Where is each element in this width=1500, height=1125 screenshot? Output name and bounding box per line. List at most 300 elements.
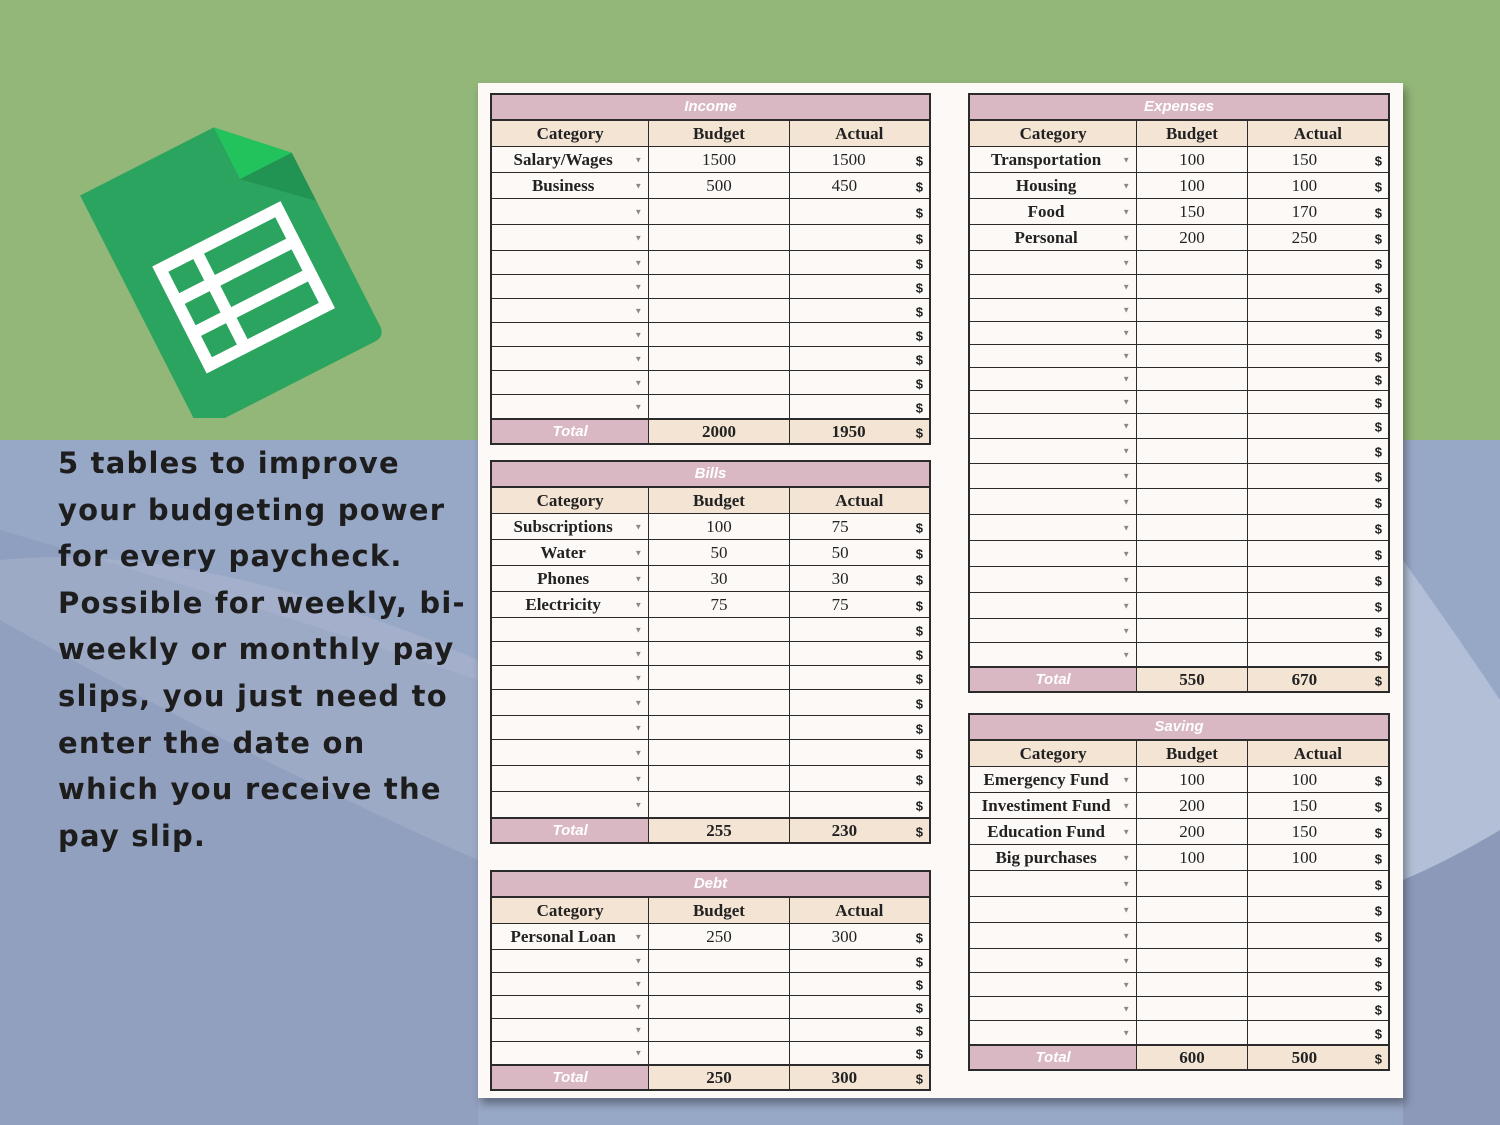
actual-cell[interactable] — [1248, 225, 1388, 250]
dropdown-arrow-icon[interactable]: ▼ — [1122, 879, 1131, 888]
dropdown-arrow-icon[interactable]: ▼ — [634, 723, 643, 732]
budget-cell[interactable] — [649, 566, 789, 591]
dropdown-arrow-icon[interactable]: ▼ — [634, 748, 643, 757]
category-cell[interactable] — [970, 997, 1137, 1020]
actual-cell[interactable] — [1248, 464, 1388, 488]
budget-cell[interactable] — [649, 371, 789, 394]
actual-cell[interactable] — [790, 1042, 929, 1064]
dropdown-arrow-icon[interactable]: ▼ — [634, 774, 643, 783]
category-cell[interactable] — [970, 897, 1137, 922]
category-cell[interactable] — [492, 996, 649, 1018]
dropdown-arrow-icon[interactable]: ▼ — [1122, 351, 1131, 361]
actual-cell[interactable] — [1248, 251, 1388, 274]
dropdown-arrow-icon[interactable]: ▼ — [634, 673, 643, 682]
budget-cell[interactable] — [1137, 619, 1247, 642]
category-cell[interactable] — [492, 716, 649, 739]
dropdown-arrow-icon[interactable]: ▼ — [1122, 775, 1131, 784]
currency-symbol: $ — [915, 798, 923, 814]
table-row — [492, 173, 929, 199]
actual-cell[interactable] — [790, 973, 929, 995]
budget-cell[interactable] — [649, 147, 789, 172]
budget-cell[interactable] — [649, 299, 789, 322]
dropdown-arrow-icon[interactable]: ▼ — [1122, 827, 1131, 836]
actual-cell[interactable] — [1248, 368, 1388, 390]
dropdown-arrow-icon[interactable]: ▼ — [1122, 282, 1131, 291]
dropdown-arrow-icon[interactable]: ▼ — [634, 979, 643, 989]
dropdown-arrow-icon[interactable]: ▼ — [1122, 1004, 1131, 1013]
category-cell[interactable] — [492, 592, 649, 617]
dropdown-arrow-icon[interactable]: ▼ — [1122, 421, 1131, 431]
budget-cell[interactable] — [649, 642, 789, 665]
category-cell[interactable] — [492, 347, 649, 370]
category-cell[interactable] — [492, 618, 649, 641]
category-cell[interactable] — [492, 666, 649, 689]
table-row — [970, 345, 1388, 368]
currency-symbol: $ — [1374, 1051, 1382, 1067]
category-cell[interactable] — [970, 923, 1137, 948]
dropdown-arrow-icon[interactable]: ▼ — [634, 233, 643, 242]
budget-cell[interactable] — [649, 225, 789, 250]
budget-cell[interactable] — [1137, 414, 1247, 438]
category-cell[interactable] — [970, 345, 1137, 367]
currency-symbol: $ — [915, 1023, 923, 1039]
dropdown-arrow-icon[interactable]: ▼ — [1122, 471, 1131, 481]
category-cell[interactable] — [970, 322, 1137, 344]
column-header-category: Category — [492, 898, 649, 923]
dropdown-arrow-icon[interactable]: ▼ — [634, 800, 643, 809]
actual-cell[interactable] — [1248, 567, 1388, 592]
actual-cell[interactable] — [790, 618, 929, 641]
dropdown-arrow-icon[interactable]: ▼ — [1122, 931, 1131, 940]
category-cell[interactable] — [970, 275, 1137, 298]
budget-cell[interactable] — [1137, 593, 1247, 618]
actual-cell[interactable] — [790, 716, 929, 739]
budget-cell[interactable] — [1137, 368, 1247, 390]
dropdown-arrow-icon[interactable]: ▼ — [634, 181, 643, 190]
table-row — [970, 949, 1388, 973]
category-cell[interactable] — [970, 299, 1137, 321]
budget-cell[interactable] — [1137, 897, 1247, 922]
actual-cell[interactable] — [790, 950, 929, 972]
actual-cell[interactable] — [790, 642, 929, 665]
actual-cell[interactable] — [1248, 643, 1388, 666]
dropdown-arrow-icon[interactable]: ▼ — [1122, 601, 1131, 610]
budget-cell[interactable] — [1137, 464, 1247, 488]
budget-cell[interactable] — [1137, 973, 1247, 996]
actual-cell[interactable] — [1248, 767, 1388, 792]
actual-cell[interactable] — [1248, 1021, 1388, 1044]
budget-cell[interactable] — [1137, 541, 1247, 566]
category-cell[interactable] — [970, 845, 1137, 870]
actual-cell[interactable] — [1248, 489, 1388, 514]
budget-cell[interactable] — [1137, 871, 1247, 896]
actual-cell[interactable] — [790, 592, 929, 617]
category-cell[interactable] — [970, 173, 1137, 198]
column-header-budget: Budget — [649, 898, 789, 923]
budget-cell[interactable] — [649, 199, 789, 224]
dropdown-arrow-icon[interactable]: ▼ — [634, 698, 643, 707]
actual-cell[interactable] — [790, 540, 929, 565]
category-cell[interactable] — [970, 541, 1137, 566]
category-cell[interactable] — [970, 949, 1137, 972]
budget-cell[interactable] — [1137, 173, 1247, 198]
budget-cell[interactable] — [649, 514, 789, 539]
actual-cell[interactable] — [1248, 997, 1388, 1020]
category-cell[interactable] — [492, 540, 649, 565]
total-actual-value: 1950 — [831, 421, 866, 441]
dropdown-arrow-icon[interactable]: ▼ — [634, 306, 643, 315]
table-row — [492, 514, 929, 540]
dropdown-arrow-icon[interactable]: ▼ — [1122, 258, 1131, 267]
category-cell[interactable] — [970, 619, 1137, 642]
actual-value: 100 — [1291, 769, 1318, 789]
category-cell[interactable] — [492, 173, 649, 198]
table-title: Saving — [970, 715, 1388, 741]
dropdown-arrow-icon[interactable]: ▼ — [634, 378, 643, 387]
actual-cell[interactable] — [790, 792, 929, 817]
category-cell[interactable] — [970, 515, 1137, 540]
category-cell[interactable] — [970, 199, 1137, 224]
dropdown-arrow-icon[interactable]: ▼ — [1122, 1028, 1131, 1037]
budget-cell[interactable] — [1137, 793, 1247, 818]
currency-symbol: $ — [1374, 280, 1382, 296]
category-cell[interactable] — [970, 464, 1137, 488]
category-cell[interactable] — [492, 395, 649, 418]
category-cell[interactable] — [970, 489, 1137, 514]
category-cell[interactable] — [492, 147, 649, 172]
budget-cell[interactable] — [649, 996, 789, 1018]
budget-cell[interactable] — [1137, 515, 1247, 540]
budget-cell[interactable] — [1137, 439, 1247, 463]
table-row — [970, 414, 1388, 439]
actual-cell[interactable] — [1248, 845, 1388, 870]
dropdown-arrow-icon[interactable]: ▼ — [634, 522, 643, 531]
actual-cell[interactable] — [790, 347, 929, 370]
budget-cell[interactable] — [1137, 275, 1247, 298]
table-row — [970, 368, 1388, 391]
budget-cell[interactable] — [649, 173, 789, 198]
budget-cell[interactable] — [1137, 567, 1247, 592]
currency-symbol: $ — [1374, 978, 1382, 994]
dropdown-arrow-icon[interactable]: ▼ — [1122, 207, 1131, 216]
income-table — [490, 93, 931, 445]
dropdown-arrow-icon[interactable]: ▼ — [634, 207, 643, 216]
actual-cell[interactable] — [790, 766, 929, 791]
dropdown-arrow-icon[interactable]: ▼ — [1122, 956, 1131, 965]
category-cell[interactable] — [970, 819, 1137, 844]
category-cell[interactable] — [970, 567, 1137, 592]
actual-cell[interactable] — [1248, 793, 1388, 818]
table-row — [970, 464, 1388, 489]
actual-cell[interactable] — [1248, 923, 1388, 948]
category-cell[interactable] — [492, 514, 649, 539]
currency-symbol: $ — [915, 231, 923, 247]
budget-cell[interactable] — [1137, 147, 1247, 172]
category-cell[interactable] — [492, 323, 649, 346]
actual-cell[interactable] — [1248, 414, 1388, 438]
budget-cell[interactable] — [1137, 345, 1247, 367]
dropdown-arrow-icon[interactable]: ▼ — [1122, 549, 1131, 558]
actual-cell[interactable] — [790, 666, 929, 689]
budget-cell[interactable] — [1137, 199, 1247, 224]
budget-cell[interactable] — [649, 618, 789, 641]
category-cell[interactable] — [492, 275, 649, 298]
actual-cell[interactable] — [790, 924, 929, 949]
actual-cell[interactable] — [1248, 593, 1388, 618]
actual-cell[interactable] — [1248, 345, 1388, 367]
dropdown-arrow-icon[interactable]: ▼ — [1122, 446, 1131, 456]
category-cell[interactable] — [970, 368, 1137, 390]
dropdown-arrow-icon[interactable]: ▼ — [634, 354, 643, 363]
dropdown-arrow-icon[interactable]: ▼ — [634, 548, 643, 557]
column-header-actual: Actual — [1248, 121, 1388, 146]
category-cell[interactable] — [492, 924, 649, 949]
table-row — [492, 740, 929, 766]
dropdown-arrow-icon[interactable]: ▼ — [634, 1025, 643, 1035]
table-row — [970, 767, 1388, 793]
currency-symbol: $ — [1374, 599, 1382, 615]
dropdown-arrow-icon[interactable]: ▼ — [1122, 801, 1131, 810]
currency-symbol: $ — [915, 746, 923, 762]
actual-cell[interactable] — [790, 514, 929, 539]
budget-cell[interactable] — [649, 275, 789, 298]
category-cell[interactable] — [970, 793, 1137, 818]
budget-cell[interactable] — [649, 792, 789, 817]
budget-cell[interactable] — [649, 950, 789, 972]
dropdown-arrow-icon[interactable]: ▼ — [634, 649, 643, 658]
budget-cell[interactable] — [1137, 845, 1247, 870]
column-header-actual: Actual — [1248, 741, 1388, 766]
budget-cell[interactable] — [649, 973, 789, 995]
category-cell[interactable] — [492, 1019, 649, 1041]
currency-symbol: $ — [915, 328, 923, 344]
actual-cell[interactable] — [790, 275, 929, 298]
actual-cell[interactable] — [1248, 619, 1388, 642]
category-cell[interactable] — [492, 566, 649, 591]
dropdown-arrow-icon[interactable]: ▼ — [634, 625, 643, 634]
budget-value: 50 — [710, 542, 728, 562]
actual-cell[interactable] — [790, 740, 929, 765]
actual-cell[interactable] — [1248, 871, 1388, 896]
table-row — [970, 871, 1388, 897]
actual-cell[interactable] — [790, 323, 929, 346]
category-cell[interactable] — [492, 225, 649, 250]
dropdown-arrow-icon[interactable]: ▼ — [1122, 650, 1131, 659]
header-row — [492, 898, 929, 924]
currency-symbol: $ — [1374, 929, 1382, 945]
budget-cell[interactable] — [649, 395, 789, 418]
total-actual-value: 230 — [831, 820, 858, 840]
budget-cell[interactable] — [1137, 299, 1247, 321]
actual-cell[interactable] — [790, 173, 929, 198]
budget-cell[interactable] — [649, 716, 789, 739]
actual-cell[interactable] — [1248, 299, 1388, 321]
category-cell[interactable] — [492, 766, 649, 791]
dropdown-arrow-icon[interactable]: ▼ — [1122, 626, 1131, 635]
category-cell[interactable] — [970, 147, 1137, 172]
dropdown-arrow-icon[interactable]: ▼ — [634, 574, 643, 583]
actual-cell[interactable] — [1248, 439, 1388, 463]
category-cell[interactable] — [492, 371, 649, 394]
total-actual-value: 500 — [1291, 1047, 1318, 1067]
budget-cell[interactable] — [649, 540, 789, 565]
category-cell[interactable] — [492, 973, 649, 995]
budget-cell[interactable] — [1137, 767, 1247, 792]
table-row — [970, 439, 1388, 464]
currency-symbol: $ — [915, 205, 923, 221]
dropdown-arrow-icon[interactable]: ▼ — [634, 932, 643, 941]
currency-symbol: $ — [915, 352, 923, 368]
currency-symbol: $ — [1374, 773, 1382, 789]
budget-cell[interactable] — [1137, 391, 1247, 413]
table-row — [970, 643, 1388, 667]
actual-cell[interactable] — [790, 395, 929, 418]
dropdown-arrow-icon[interactable]: ▼ — [634, 600, 643, 609]
actual-cell[interactable] — [790, 251, 929, 274]
category-cell[interactable] — [492, 690, 649, 715]
category-cell[interactable] — [970, 593, 1137, 618]
currency-symbol: $ — [915, 696, 923, 712]
budget-cell[interactable] — [1137, 949, 1247, 972]
actual-cell[interactable] — [1248, 819, 1388, 844]
total-budget: 250 — [649, 1066, 789, 1089]
dropdown-arrow-icon[interactable]: ▼ — [634, 282, 643, 291]
total-row — [970, 1045, 1388, 1069]
actual-cell[interactable] — [1248, 173, 1388, 198]
expenses-table — [968, 93, 1390, 693]
dropdown-arrow-icon[interactable]: ▼ — [634, 155, 643, 164]
budget-cell[interactable] — [1137, 643, 1247, 666]
actual-cell[interactable] — [790, 147, 929, 172]
budget-cell[interactable] — [1137, 997, 1247, 1020]
currency-symbol: $ — [915, 546, 923, 562]
category-cell[interactable] — [970, 391, 1137, 413]
actual-cell[interactable] — [790, 199, 929, 224]
dropdown-arrow-icon[interactable]: ▼ — [634, 330, 643, 339]
actual-cell[interactable] — [790, 996, 929, 1018]
total-row — [492, 818, 929, 842]
actual-cell[interactable] — [1248, 949, 1388, 972]
dropdown-arrow-icon[interactable]: ▼ — [634, 956, 643, 966]
category-label: Business — [531, 175, 595, 195]
table-row — [970, 619, 1388, 643]
actual-cell[interactable] — [1248, 515, 1388, 540]
currency-symbol: $ — [1374, 153, 1382, 169]
category-cell[interactable] — [492, 642, 649, 665]
table-title: Bills — [492, 462, 929, 488]
category-cell[interactable] — [492, 792, 649, 817]
currency-symbol: $ — [1374, 521, 1382, 537]
actual-cell[interactable] — [1248, 973, 1388, 996]
currency-symbol: $ — [915, 400, 923, 416]
actual-cell[interactable] — [1248, 322, 1388, 344]
actual-cell[interactable] — [790, 225, 929, 250]
actual-cell[interactable] — [1248, 897, 1388, 922]
dropdown-arrow-icon[interactable]: ▼ — [1122, 853, 1131, 862]
actual-cell[interactable] — [790, 371, 929, 394]
budget-cell[interactable] — [1137, 225, 1247, 250]
dropdown-arrow-icon[interactable]: ▼ — [1122, 233, 1131, 242]
actual-cell[interactable] — [1248, 147, 1388, 172]
budget-cell[interactable] — [649, 666, 789, 689]
category-cell[interactable] — [492, 251, 649, 274]
category-cell[interactable] — [970, 767, 1137, 792]
budget-cell[interactable] — [1137, 1021, 1247, 1044]
dropdown-arrow-icon[interactable]: ▼ — [1122, 497, 1131, 506]
dropdown-arrow-icon[interactable]: ▼ — [1122, 397, 1131, 407]
actual-cell[interactable] — [1248, 541, 1388, 566]
category-cell[interactable] — [970, 643, 1137, 666]
actual-cell[interactable] — [1248, 199, 1388, 224]
dropdown-arrow-icon[interactable]: ▼ — [1122, 305, 1131, 315]
actual-cell[interactable] — [1248, 275, 1388, 298]
category-cell[interactable] — [492, 299, 649, 322]
category-cell[interactable] — [970, 973, 1137, 996]
actual-cell[interactable] — [790, 1019, 929, 1041]
category-cell[interactable] — [970, 225, 1137, 250]
budget-cell[interactable] — [649, 924, 789, 949]
dropdown-arrow-icon[interactable]: ▼ — [634, 258, 643, 267]
dropdown-arrow-icon[interactable]: ▼ — [1122, 155, 1131, 164]
actual-cell[interactable] — [790, 566, 929, 591]
budget-cell[interactable] — [649, 690, 789, 715]
budget-cell[interactable] — [649, 1042, 789, 1064]
category-cell[interactable] — [492, 1042, 649, 1064]
budget-cell[interactable] — [1137, 819, 1247, 844]
actual-cell[interactable] — [790, 690, 929, 715]
category-cell[interactable] — [970, 871, 1137, 896]
budget-cell[interactable] — [1137, 923, 1247, 948]
table-row — [970, 997, 1388, 1021]
category-cell[interactable] — [492, 950, 649, 972]
dropdown-arrow-icon[interactable]: ▼ — [1122, 181, 1131, 190]
budget-cell[interactable] — [1137, 489, 1247, 514]
dropdown-arrow-icon[interactable]: ▼ — [1122, 575, 1131, 584]
budget-cell[interactable] — [1137, 322, 1247, 344]
dropdown-arrow-icon[interactable]: ▼ — [1122, 980, 1131, 989]
category-cell[interactable] — [492, 740, 649, 765]
dropdown-arrow-icon[interactable]: ▼ — [634, 1002, 643, 1012]
budget-cell[interactable] — [649, 323, 789, 346]
table-row — [970, 923, 1388, 949]
budget-cell[interactable] — [649, 251, 789, 274]
category-cell[interactable] — [970, 414, 1137, 438]
category-label: Emergency Fund — [983, 769, 1109, 789]
category-cell[interactable] — [970, 251, 1137, 274]
dropdown-arrow-icon[interactable]: ▼ — [1122, 374, 1131, 384]
budget-cell[interactable] — [649, 766, 789, 791]
table-row — [970, 391, 1388, 414]
debt-table — [490, 870, 931, 1091]
budget-cell[interactable] — [1137, 251, 1247, 274]
category-cell[interactable] — [970, 1021, 1137, 1044]
actual-cell[interactable] — [1248, 391, 1388, 413]
table-row — [492, 225, 929, 251]
actual-cell[interactable] — [790, 299, 929, 322]
dropdown-arrow-icon[interactable]: ▼ — [1122, 523, 1131, 532]
dropdown-arrow-icon[interactable]: ▼ — [1122, 905, 1131, 914]
budget-cell[interactable] — [649, 347, 789, 370]
budget-cell[interactable] — [649, 1019, 789, 1041]
dropdown-arrow-icon[interactable]: ▼ — [634, 1048, 643, 1058]
budget-cell[interactable] — [649, 592, 789, 617]
dropdown-arrow-icon[interactable]: ▼ — [1122, 328, 1131, 338]
dropdown-arrow-icon[interactable]: ▼ — [634, 402, 643, 411]
category-cell[interactable] — [492, 199, 649, 224]
category-cell[interactable] — [970, 439, 1137, 463]
budget-cell[interactable] — [649, 740, 789, 765]
table-row — [492, 251, 929, 275]
